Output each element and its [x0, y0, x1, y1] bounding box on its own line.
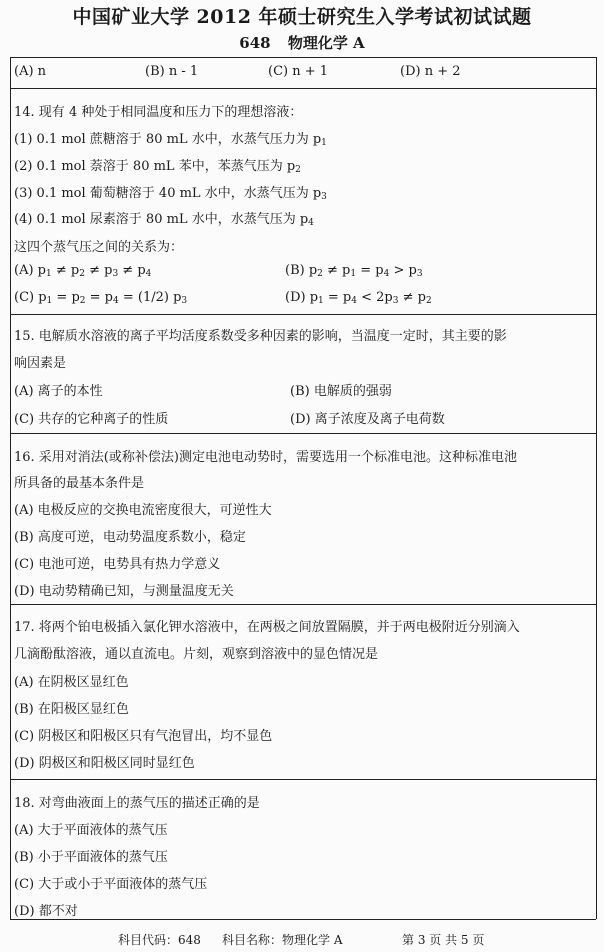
q16-stem-line-2: 所具备的最基本条件是 [14, 476, 145, 491]
footer-subject-name: 科目名称：物理化学 A [222, 933, 343, 947]
divider [10, 779, 596, 780]
q17-option-c: (C) 阴极区和阳极区只有气泡冒出，均不显色 [14, 729, 273, 744]
q17-option-b: (B) 在阳极区显红色 [14, 702, 129, 717]
q18-stem: 18. 对弯曲液面上的蒸气压的描述正确的是 [14, 796, 260, 811]
exam-subtitle [0, 32, 604, 53]
frame-top-line [10, 57, 596, 58]
q18-option-d: (D) 都不对 [14, 904, 78, 919]
q14-option-b: (B) $p_2 \ne p_1 = p_4 > p_3$ [285, 263, 423, 279]
q15-option-c: (C) 共存的它种离子的性质 [14, 412, 169, 427]
q14-option-d: (D) $p_1 = p_4 < 2p_3 \ne p_2$ [285, 290, 432, 306]
frame-bottom-line [10, 919, 596, 920]
page-number: 第 3 页 共 5 页 [402, 933, 485, 947]
q16-stem-line-1: 16. 采用对消法(或称补偿法)测定电池电动势时，需要选用一个标准电池。这种标准电池 [14, 450, 517, 465]
footer-subject-code: 科目代码：648 [118, 933, 201, 947]
subject-code: 648 [239, 34, 271, 52]
q15-option-a: (A) 离子的本性 [14, 384, 103, 399]
q15-stem-line-2: 响因素是 [14, 356, 67, 371]
divider [10, 433, 596, 434]
q17-option-a: (A) 在阴极区显红色 [14, 675, 129, 690]
q15-option-b: (B) 电解质的强弱 [290, 384, 392, 399]
q14-line-3: (3) 0.1 mol 葡萄糖溶于 40 mL 水中，水蒸气压为 $p_3$ [14, 186, 327, 202]
q14-line-4: (4) 0.1 mol 尿素溶于 80 mL 水中，水蒸气压为 $p_4$ [14, 212, 314, 228]
q18-option-b: (B) 小于平面液体的蒸气压 [14, 850, 168, 865]
frame-right-line [596, 57, 597, 919]
q14-option-a: (A) $p_1 \ne p_2 \ne p_3 \ne p_4$ [14, 263, 152, 279]
divider [10, 88, 596, 89]
q17-stem-line-1: 17. 将两个铂电极插入氯化钾水溶液中，在两极之间放置隔膜，并于两电极附近分别滴入 [14, 620, 520, 635]
q16-option-b: (B) 高度可逆，电动势温度系数小，稳定 [14, 530, 246, 545]
q16-option-c: (C) 电池可逆，电势具有热力学意义 [14, 557, 221, 572]
divider [10, 604, 596, 605]
q15-stem-line-1: 15. 电解质水溶液的离子平均活度系数受多种因素的影响，当温度一定时，其主要的影 [14, 329, 507, 344]
q14-ask: 这四个蒸气压之间的关系为： [14, 240, 184, 255]
q14-option-c: (C) $p_1 = p_2 = p_4 = (1/2)$ $p_3$ [14, 290, 188, 306]
q16-option-d: (D) 电动势精确已知，与测量温度无关 [14, 584, 234, 599]
exam-title: 中国矿业大学 2012 年硕士研究生入学考试初试试题 [72, 6, 532, 28]
q13-option-b: (B) n - 1 [145, 64, 199, 79]
q18-option-c: (C) 大于或小于平面液体的蒸气压 [14, 877, 208, 892]
q13-option-d: (D) n + 2 [400, 64, 461, 79]
q14-stem: 14. 现有 4 种处于相同温度和压力下的理想溶液： [14, 105, 303, 120]
q18-option-a: (A) 大于平面液体的蒸气压 [14, 823, 168, 838]
frame-left-line [10, 57, 11, 919]
q13-option-c: (C) n + 1 [268, 64, 329, 79]
q14-line-1: (1) 0.1 mol 蔗糖溶于 80 mL 水中，水蒸气压力为 $p_1$ [14, 132, 327, 148]
q17-option-d: (D) 阴极区和阳极区同时显红色 [14, 756, 195, 771]
q13-option-a: (A) n [14, 64, 47, 79]
q15-option-d: (D) 离子浓度及离子电荷数 [290, 412, 445, 427]
q17-stem-line-2: 几滴酚酞溶液，通以直流电。片刻，观察到溶液中的显色情况是 [14, 647, 379, 662]
q14-line-2: (2) 0.1 mol 萘溶于 80 mL 苯中，苯蒸气压为 $p_2$ [14, 159, 301, 175]
divider [10, 314, 596, 315]
subject-name: 物理化学 A [287, 34, 365, 52]
q16-option-a: (A) 电极反应的交换电流密度很大，可逆性大 [14, 503, 272, 518]
